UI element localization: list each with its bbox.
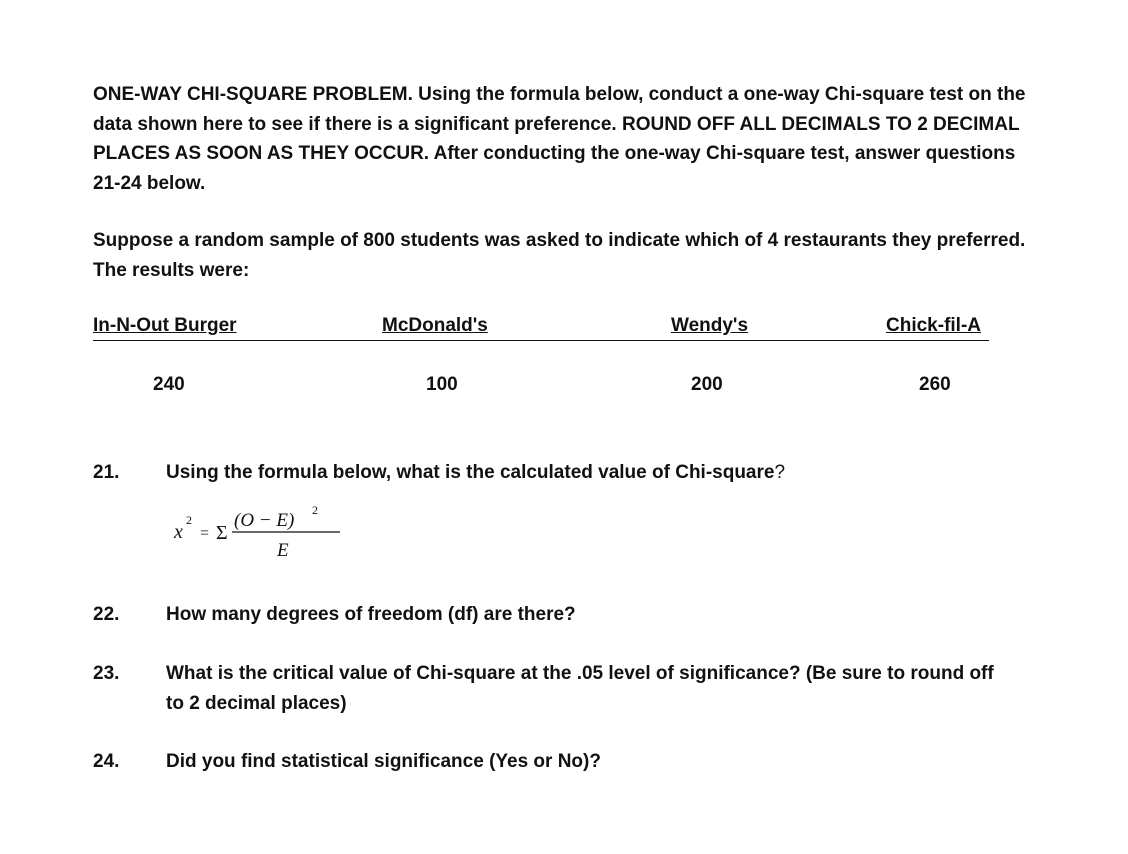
question-text: What is the critical value of Chi-square at the .05 level of significance? (Be sure to round off to 2 decimal places) xyxy=(166,663,994,714)
question-number: 22. xyxy=(93,604,120,625)
header-in-n-out: In-N-Out Burger xyxy=(93,315,237,336)
formula-denominator: E xyxy=(277,540,289,561)
value-mcdonalds: 100 xyxy=(426,374,458,395)
header-chick-fil-a: Chick-fil-A xyxy=(886,315,981,336)
question-text: Using the formula below, what is the calculated value of Chi-square? xyxy=(166,462,786,483)
value-in-n-out: 240 xyxy=(153,374,185,395)
formula-sigma: Σ xyxy=(216,522,228,544)
chi-square-formula xyxy=(172,500,362,572)
value-wendys: 200 xyxy=(691,374,723,395)
question-text: Did you find statistical significance (Yes or No)? xyxy=(166,751,601,772)
header-wendys: Wendy's xyxy=(671,315,749,336)
question-number: 21. xyxy=(93,462,120,483)
formula-equals: = xyxy=(200,525,210,542)
value-chick-fil-a: 260 xyxy=(919,374,951,395)
header-mcdonalds: McDonald's xyxy=(382,315,488,336)
question-number: 24. xyxy=(93,751,120,772)
formula-lhs-exp: 2 xyxy=(186,513,192,527)
intro-paragraph: ONE-WAY CHI-SQUARE PROBLEM. Using the formula below, conduct a one-way Chi-square test on the data shown here to see if there is a significant preference. ROUND OFF ALL DECIMALS TO 2 DECIMAL PLACES AS SOON AS THEY OCCUR. After conducting the one-way Chi-square test, answer questions 21-24 below. xyxy=(93,84,1026,194)
scenario-paragraph: Suppose a random sample of 800 students was asked to indicate which of 4 restaurants they preferred. The results were: xyxy=(93,230,1026,281)
formula-numerator: (O − E) xyxy=(234,510,295,531)
formula-numerator-exp: 2 xyxy=(312,503,318,517)
question-number: 23. xyxy=(93,663,120,684)
header-rule xyxy=(93,340,989,341)
formula-lhs: x xyxy=(174,521,183,543)
question-text: How many degrees of freedom (df) are there? xyxy=(166,604,576,625)
